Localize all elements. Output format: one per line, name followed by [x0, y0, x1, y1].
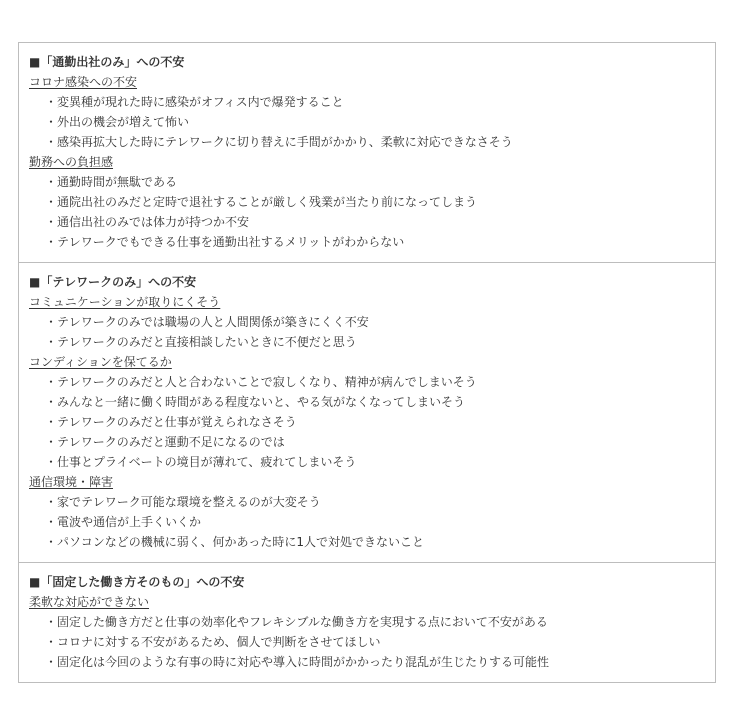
list-item: ・仕事とプライベートの境目が薄れて、疲れてしまいそう	[45, 455, 357, 469]
list-item: ・感染再拡大した時にテレワークに切り替えに手間がかかり、柔軟に対応できなさそう	[45, 135, 513, 149]
group-subheading: 通信環境・障害	[29, 475, 114, 489]
group-subheading: 柔軟な対応ができない	[29, 595, 150, 609]
group-subheading: コンディションを保てるか	[29, 355, 172, 369]
section-heading: ■「テレワークのみ」への不安	[29, 275, 197, 289]
list-item: ・電波や通信が上手くいくか	[45, 515, 202, 529]
list-item: ・固定した働き方だと仕事の効率化やフレキシブルな働き方を実現する点において不安がある	[45, 615, 548, 629]
list-item: ・テレワークのみだと仕事が覚えられなさそう	[45, 415, 297, 429]
section-heading: ■「固定した働き方そのもの」への不安	[29, 575, 245, 589]
section-heading: ■「通勤出社のみ」への不安	[29, 55, 185, 69]
list-item: ・テレワークのみだと人と合わないことで寂しくなり、精神が病んでしまいそう	[45, 375, 477, 389]
list-item: ・テレワークのみだと直接相談したいときに不便だと思う	[45, 335, 357, 349]
list-item: ・通院出社のみだと定時で退社することが厳しく残業が当たり前になってしまう	[45, 195, 478, 209]
list-item: ・みんなと一緒に働く時間がある程度ないと、やる気がなくなってしまいそう	[45, 395, 466, 409]
list-item: ・通勤時間が無駄である	[45, 175, 178, 189]
list-item: ・コロナに対する不安があるため、個人で判断をさせてほしい	[45, 635, 381, 649]
group-subheading: 勤務への負担感	[29, 155, 114, 169]
list-item: ・テレワークのみでは職場の人と人間関係が築きにくく不安	[45, 315, 369, 329]
concerns-table	[18, 42, 716, 683]
list-item: ・変異種が現れた時に感染がオフィス内で爆発すること	[45, 95, 344, 109]
section-fixed-workstyle	[19, 563, 715, 682]
section-commute-only	[19, 43, 715, 263]
group-subheading: コロナ感染への不安	[29, 75, 138, 89]
list-item: ・テレワークのみだと運動不足になるのでは	[45, 435, 285, 449]
group-subheading: コミュニケーションが取りにくそう	[29, 295, 221, 309]
list-item: ・パソコンなどの機械に弱く、何かあった時に1人で対処できないこと	[45, 535, 425, 549]
list-item: ・固定化は今回のような有事の時に対応や導入に時間がかかったり混乱が生じたりする可能性	[45, 655, 550, 669]
list-item: ・テレワークでもできる仕事を通勤出社するメリットがわからない	[45, 235, 405, 249]
section-telework-only	[19, 263, 715, 563]
list-item: ・家でテレワーク可能な環境を整えるのが大変そう	[45, 495, 321, 509]
list-item: ・通信出社のみでは体力が持つか不安	[45, 215, 250, 229]
list-item: ・外出の機会が増えて怖い	[45, 115, 190, 129]
